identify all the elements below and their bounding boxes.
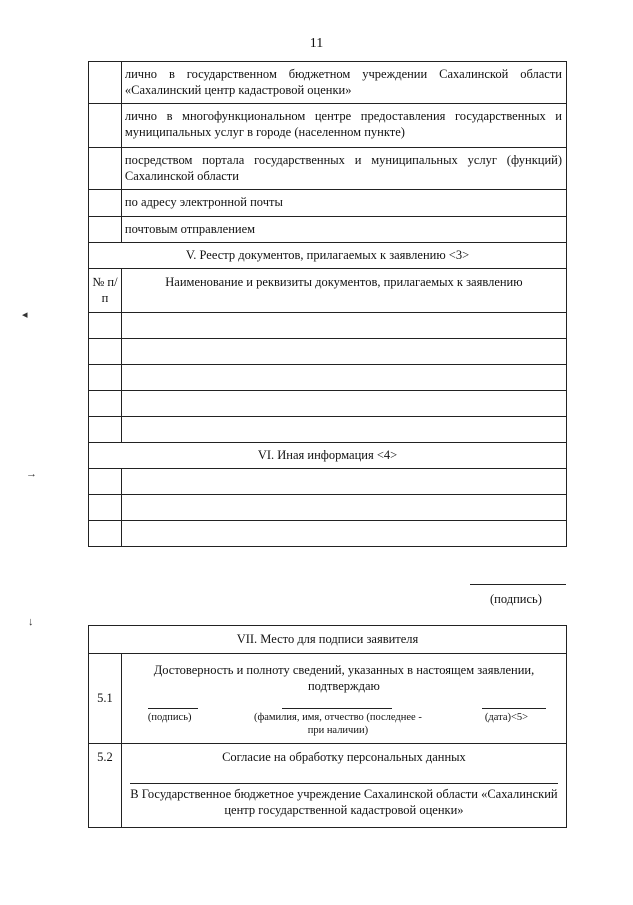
document-name-cell[interactable] xyxy=(121,313,566,339)
document-number-cell[interactable] xyxy=(89,417,122,443)
application-table-lower xyxy=(88,625,567,828)
document-name-cell[interactable] xyxy=(121,391,566,417)
info-number-cell[interactable] xyxy=(89,469,122,495)
method-checkbox-cell[interactable] xyxy=(89,62,122,104)
signature-field-line[interactable] xyxy=(148,708,198,709)
row-number-5-1: 5.1 xyxy=(89,654,122,744)
document-name-cell[interactable] xyxy=(121,417,566,443)
method-row xyxy=(89,148,567,190)
signature-caption: (подпись) xyxy=(147,712,192,723)
method-checkbox-cell[interactable] xyxy=(89,104,122,148)
info-text-cell[interactable] xyxy=(121,521,566,547)
document-row xyxy=(89,417,567,443)
name-caption: (фамилия, имя, отчество (последнее - при наличии) xyxy=(253,712,422,736)
document-row xyxy=(89,339,567,365)
column-document-header: Наименование и реквизиты документов, прилагаемых к заявлению xyxy=(121,269,566,313)
document-name-cell[interactable] xyxy=(121,365,566,391)
document-name-cell[interactable] xyxy=(121,339,566,365)
scan-mark: → xyxy=(26,468,37,480)
info-number-cell[interactable] xyxy=(89,521,122,547)
application-table-upper xyxy=(88,61,567,547)
confirmation-text: Достоверность и полноту сведений, указанных в настоящем заявлении, подтверждаю xyxy=(153,663,535,693)
date-caption: (дата)<5> xyxy=(484,712,529,723)
document-number-cell[interactable] xyxy=(89,313,122,339)
info-number-cell[interactable] xyxy=(89,495,122,521)
method-checkbox-cell[interactable] xyxy=(89,217,122,243)
method-text: по адресу электронной почты xyxy=(124,195,283,209)
column-number-header: № п/п xyxy=(89,269,122,313)
section6-title: VI. Иная информация <4> xyxy=(89,443,567,469)
method-text: лично в многофункциональном центре предоставления государственных и муниципальных услуг в городе (населенном пункте) xyxy=(124,109,562,139)
document-row xyxy=(89,391,567,417)
info-text-cell[interactable] xyxy=(121,469,566,495)
document-number-cell[interactable] xyxy=(89,339,122,365)
row-number-5-2: 5.2 xyxy=(89,744,122,828)
method-text: посредством портала государственных и муниципальных услуг (функций) Сахалинской области xyxy=(124,153,562,183)
method-text: почтовым отправлением xyxy=(124,222,256,236)
method-text: лично в государственном бюджетном учреждении Сахалинской области «Сахалинский центр кадастровой оценки» xyxy=(124,67,562,97)
page-number: 11 xyxy=(309,36,324,51)
document-row xyxy=(89,313,567,339)
method-checkbox-cell[interactable] xyxy=(89,190,122,217)
section7-title: VII. Место для подписи заявителя xyxy=(89,626,567,654)
date-field-line[interactable] xyxy=(482,708,546,709)
document-number-cell[interactable] xyxy=(89,391,122,417)
name-field-line[interactable] xyxy=(282,708,392,709)
info-row xyxy=(89,521,567,547)
info-text-cell[interactable] xyxy=(121,495,566,521)
signature-line[interactable] xyxy=(470,584,566,585)
scan-mark: ↓ xyxy=(28,616,34,628)
method-row xyxy=(89,190,567,217)
info-row xyxy=(89,495,567,521)
info-row xyxy=(89,469,567,495)
scan-mark: ◂ xyxy=(22,309,28,321)
method-row xyxy=(89,217,567,243)
consent-title: Согласие на обработку персональных данных xyxy=(222,750,466,764)
method-row xyxy=(89,62,567,104)
document-number-cell[interactable] xyxy=(89,365,122,391)
method-checkbox-cell[interactable] xyxy=(89,148,122,190)
method-row xyxy=(89,104,567,148)
document-row xyxy=(89,365,567,391)
signature-label: (подпись) xyxy=(490,592,542,606)
consent-text: В Государственное бюджетное учреждение Сахалинской области «Сахалинский центр государственной кадастровой оценки» xyxy=(130,787,558,817)
section5-title: V. Реестр документов, прилагаемых к заявлению <3> xyxy=(89,243,567,269)
